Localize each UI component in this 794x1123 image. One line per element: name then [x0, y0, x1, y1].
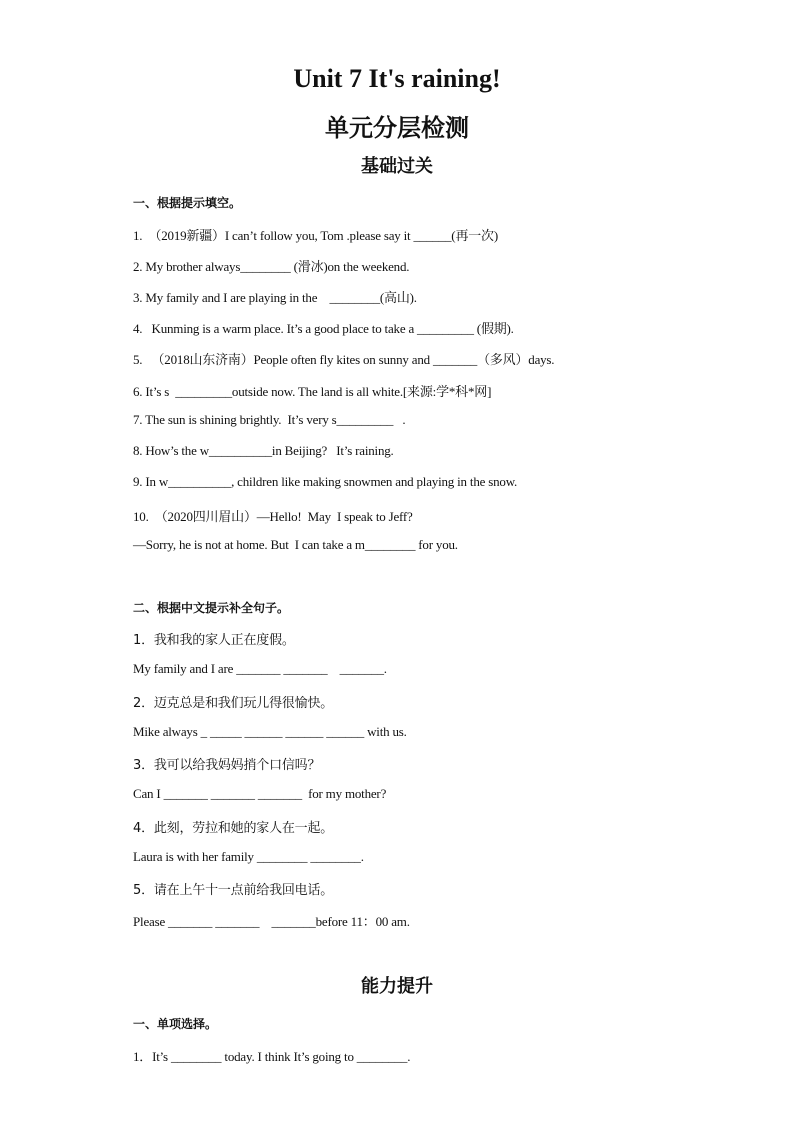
page-subtitle: 单元分层检测	[325, 114, 469, 142]
chinese-prompt: 2．迈克总是和我们玩儿得很愉快。	[133, 696, 334, 711]
section-title-advanced: 能力提升	[361, 976, 433, 997]
question-line: 3. My family and I are playing in the ________(高山).	[133, 290, 417, 305]
question-line: 4. Kunming is a warm place. It’s a good place to take a _________ (假期).	[133, 321, 514, 336]
section-title-basic: 基础过关	[361, 156, 433, 177]
answer-line: Can I _______ _______ _______ for my mother?	[133, 786, 387, 801]
question-line: 5. （2018山东济南）People often fly kites on sunny and _______（多风）days.	[133, 352, 555, 367]
question-line: 1. （2019新疆）I can’t follow you, Tom .please say it ______(再一次)	[133, 228, 498, 243]
chinese-prompt: 1．我和我的家人正在度假。	[133, 633, 295, 648]
chinese-prompt: 4．此刻，劳拉和她的家人在一起。	[133, 821, 334, 836]
page-title: Unit 7 It's raining!	[293, 64, 501, 93]
answer-line: Laura is with her family ________ ________.	[133, 849, 364, 864]
question-line: 6. It’s s _________outside now. The land is all white.[来源:学*科*网]	[133, 384, 492, 399]
answer-line: Please _______ _______ _______before 11：00 am.	[133, 914, 410, 929]
answer-line: My family and I are _______ _______ _______.	[133, 661, 387, 676]
question-line: 2. My brother always________ (滑冰)on the weekend.	[133, 259, 410, 274]
question-line: 1．It’s ________ today. I think It’s going to ________.	[133, 1049, 411, 1064]
part2-heading: 二、根据中文提示补全句子。	[133, 601, 290, 615]
question-line: —Sorry, he is not at home. But I can take a m________ for you.	[133, 537, 458, 552]
chinese-prompt: 3．我可以给我妈妈捎个口信吗？	[133, 758, 321, 773]
question-line: 7. The sun is shining brightly. It’s very s_________ .	[133, 412, 406, 427]
question-line: 9. In w__________, children like making snowmen and playing in the snow.	[133, 474, 518, 489]
part1-heading: 一、根据提示填空。	[133, 196, 242, 210]
chinese-prompt: 5．请在上午十一点前给我回电话。	[133, 883, 334, 898]
part3-heading: 一、单项选择。	[133, 1017, 218, 1031]
question-line: 8. How’s the w__________in Beijing? It’s raining.	[133, 443, 394, 458]
answer-line: Mike always _ _____ ______ ______ ______ with us.	[133, 724, 407, 739]
question-line: 10. （2020四川眉山）—Hello! May I speak to Jeff?	[133, 509, 413, 524]
